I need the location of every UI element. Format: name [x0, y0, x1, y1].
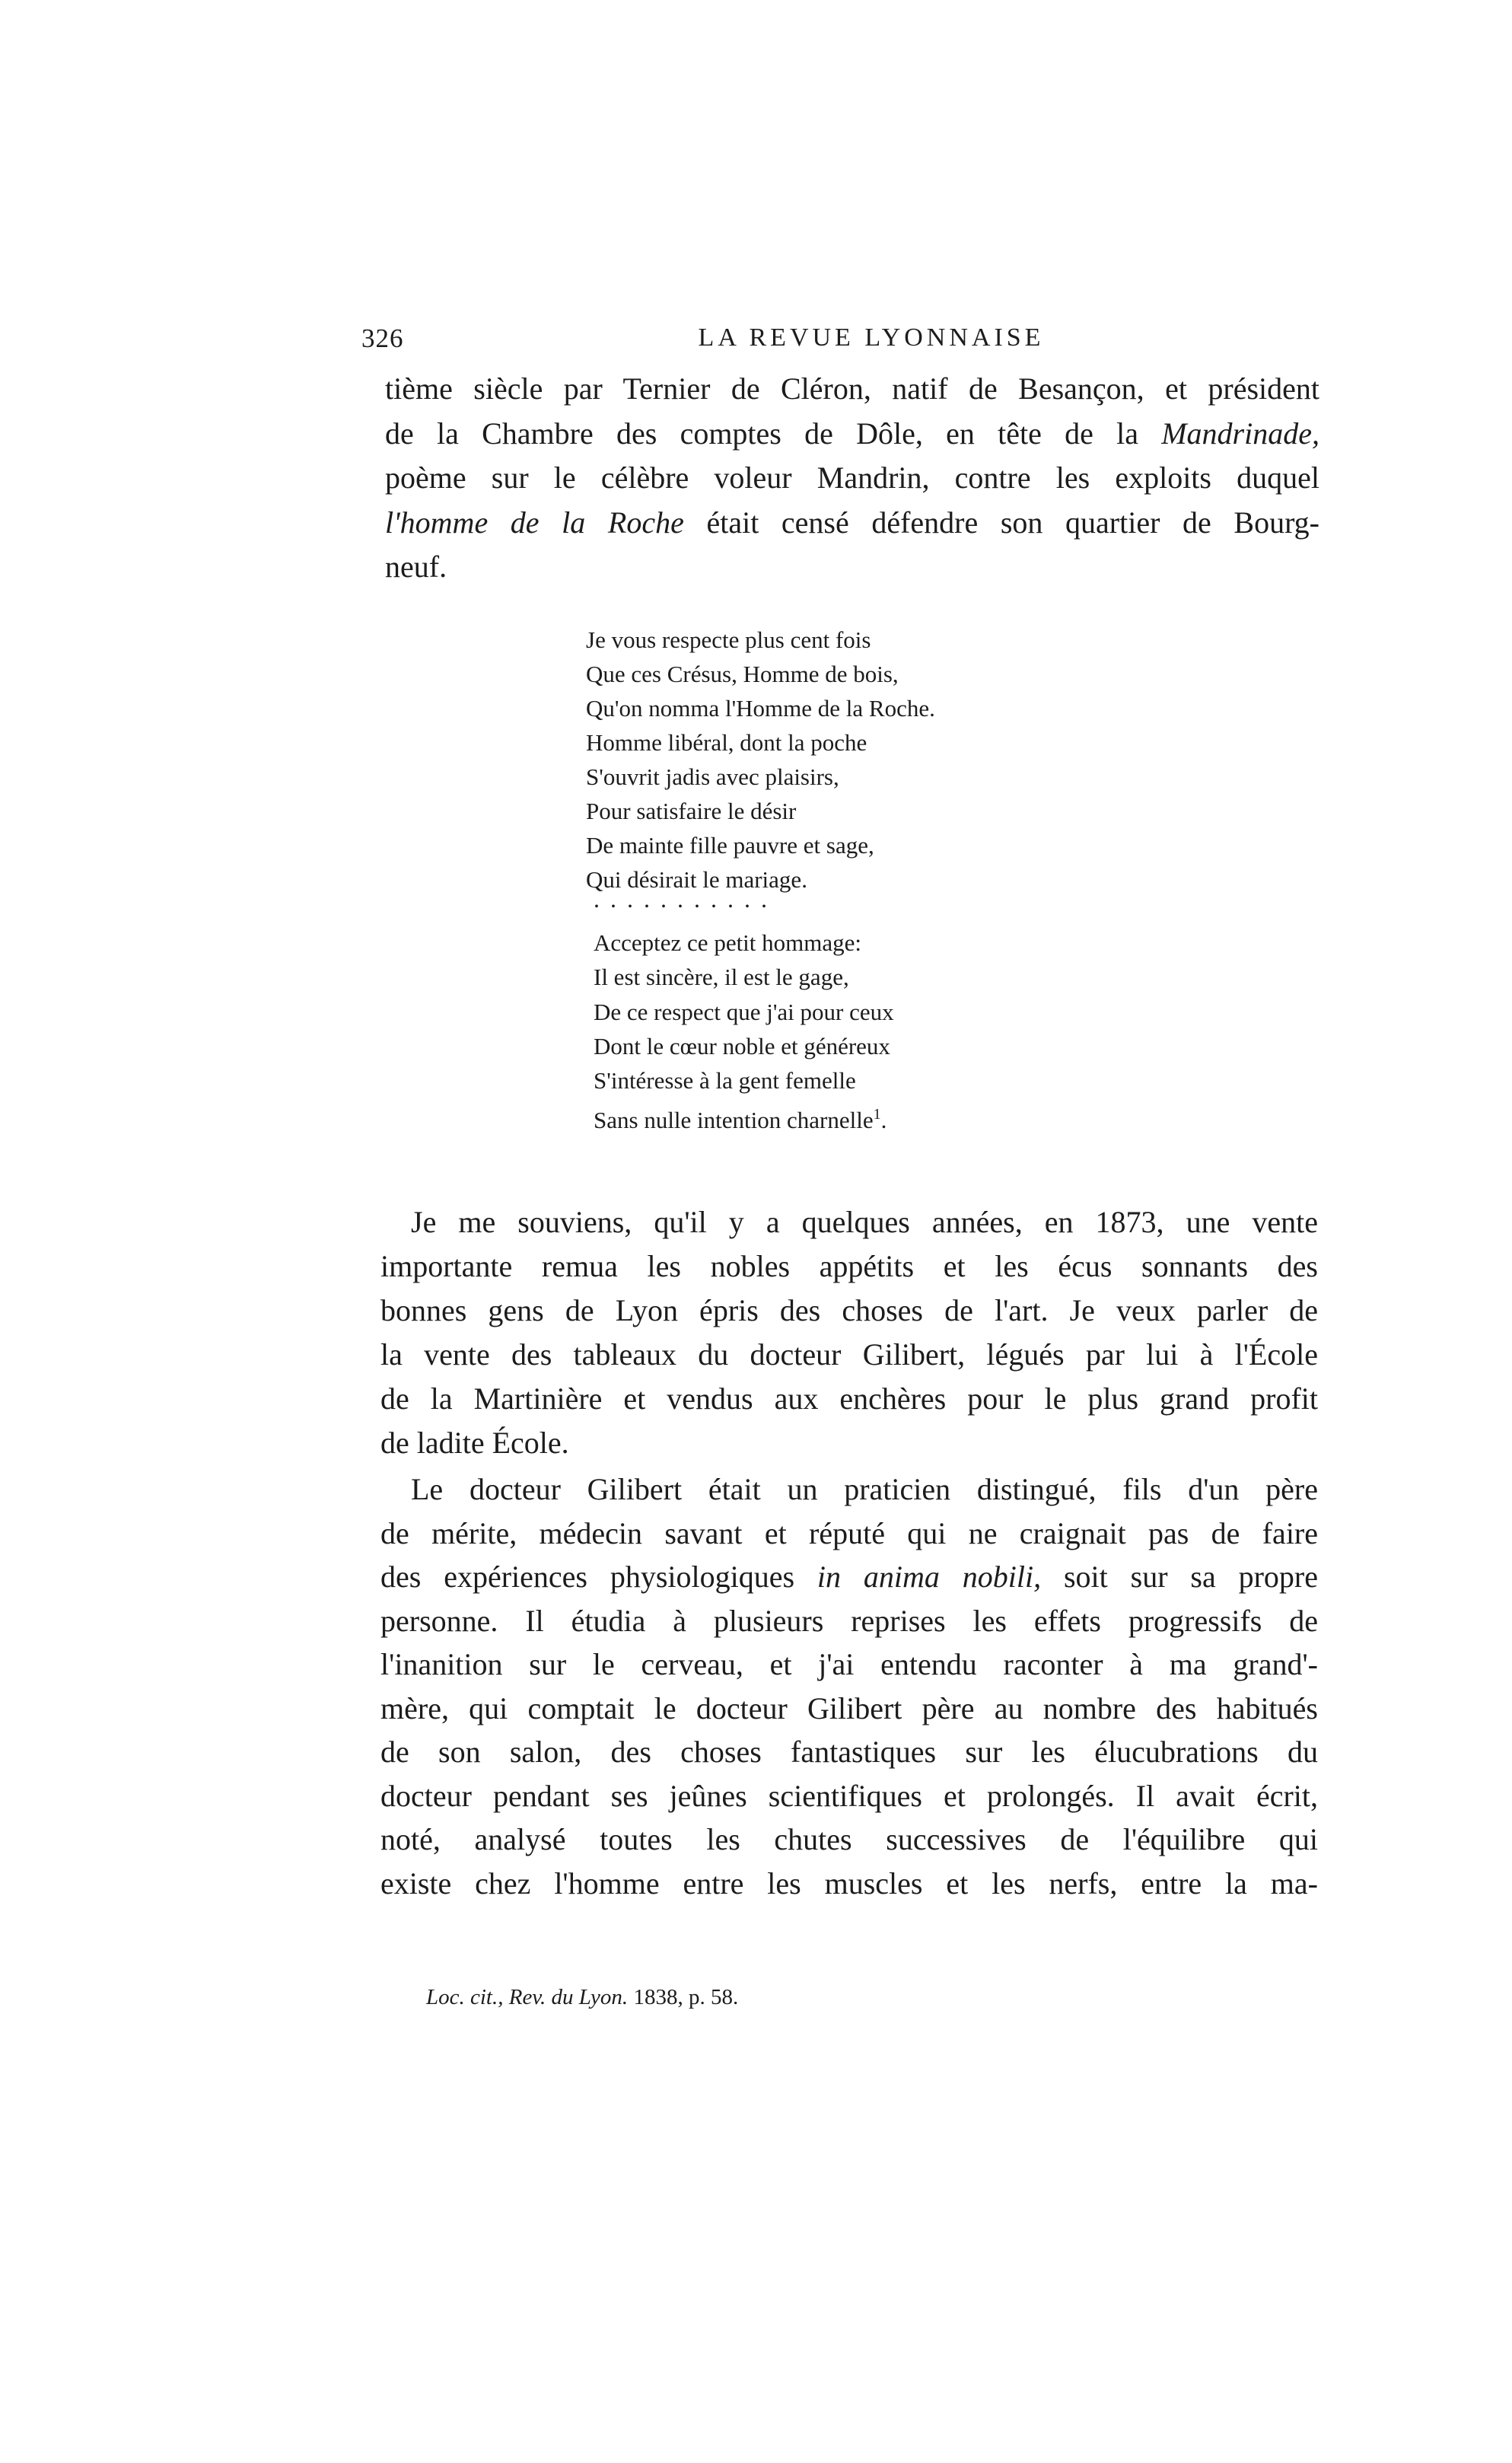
- verse-ellipsis: ...........: [594, 885, 778, 913]
- verse-line: Dont le cœur noble et généreux: [594, 1032, 890, 1059]
- verse-line: Qu'on nomma l'Homme de la Roche.: [586, 695, 935, 722]
- text-line: bonnes gens de Lyon épris des choses de l'art. Je veux parler de: [380, 1293, 1318, 1327]
- verse-line: Sans nulle intention charnelle$^1$.: [594, 1106, 887, 1134]
- verse-stanza-1: [586, 623, 1042, 897]
- footnote-citation: Loc. cit., Rev. du Lyon.: [426, 1985, 629, 2009]
- running-head: [361, 323, 1313, 362]
- text-line: noté, analysé toutes les chutes successives de l'équilibre qui: [380, 1822, 1318, 1856]
- text-line: existe chez l'homme entre les muscles et les nerfs, entre la ma-: [380, 1866, 1318, 1901]
- text-line: Je me souviens, qu'il y a quelques années, en 1873, une vente: [411, 1205, 1318, 1239]
- footnote-marker: 1: [873, 1106, 881, 1123]
- paragraph-intro: [385, 367, 1319, 590]
- verse-line: Que ces Crésus, Homme de bois,: [586, 661, 899, 687]
- text-line: des expériences physiologiques in anima nobili, soit sur sa propre: [380, 1560, 1318, 1594]
- text-line: docteur pendant ses jeûnes scientifiques et prolongés. Il avait écrit,: [380, 1778, 1318, 1813]
- footnote-details: 1838, p. 58.: [628, 1985, 739, 2009]
- text-line: neuf.: [385, 550, 447, 584]
- verse-line: Qui désirait le mariage.: [586, 866, 807, 893]
- text-line: l'homme de la Roche était censé défendre son quartier de Bourg-: [385, 505, 1319, 540]
- footnote: [426, 1985, 738, 2010]
- verse-line: De mainte fille pauvre et sage,: [586, 832, 874, 859]
- text-line: de mérite, médecin savant et réputé qui ne craignait pas de faire: [380, 1515, 1318, 1550]
- verse-line: Pour satisfaire le désir: [586, 798, 797, 824]
- text-line: mère, qui comptait le docteur Gilibert père au nombre des habitués: [380, 1690, 1318, 1725]
- text-line: de son salon, des choses fantastiques sur les élucubrations du: [380, 1735, 1318, 1769]
- text-line: tième siècle par Ternier de Cléron, natif de Besançon, et président: [385, 371, 1319, 406]
- text-line: l'inanition sur le cerveau, et j'ai entendu raconter à ma grand'-: [380, 1647, 1318, 1681]
- page-number: 326: [361, 323, 404, 353]
- text-line: Le docteur Gilibert était un praticien distingué, fils d'un père: [411, 1472, 1318, 1506]
- text-line: personne. Il étudia à plusieurs reprises les effets progressifs de: [380, 1603, 1318, 1638]
- verse-line: Je vous respecte plus cent fois: [586, 626, 871, 653]
- verse-line: Acceptez ce petit hommage:: [594, 929, 862, 956]
- text-line: de la Martinière et vendus aux enchères pour le plus grand profit: [380, 1381, 1318, 1416]
- verse-line: Il est sincère, il est le gage,: [594, 964, 849, 991]
- verse-stanza-2: [594, 926, 1050, 1138]
- verse-line: S'ouvrit jadis avec plaisirs,: [586, 763, 839, 790]
- verse-line: Homme libéral, dont la poche: [586, 729, 867, 756]
- text-line: poème sur le célèbre voleur Mandrin, contre les exploits duquel: [385, 460, 1319, 495]
- italic-title: Mandrinade,: [1161, 416, 1319, 451]
- verse-line: De ce respect que j'ai pour ceux: [594, 998, 894, 1025]
- text-line: de la Chambre des comptes de Dôle, en tête de la Mandrinade,: [385, 416, 1319, 451]
- text-line: de ladite École.: [380, 1426, 569, 1460]
- italic-phrase: l'homme de la Roche: [385, 505, 684, 540]
- journal-title: LA REVUE LYONNAISE: [698, 323, 1045, 352]
- text-line: la vente des tableaux du docteur Gilibert, légués par lui à l'École: [380, 1337, 1318, 1372]
- text-line: importante remua les nobles appétits et les écus sonnants des: [380, 1249, 1318, 1283]
- paragraph-gilibert: [380, 1467, 1318, 1905]
- paragraph-vente: [380, 1200, 1318, 1465]
- verse-line: S'intéresse à la gent femelle: [594, 1067, 856, 1094]
- italic-phrase: in anima nobili,: [816, 1560, 1042, 1594]
